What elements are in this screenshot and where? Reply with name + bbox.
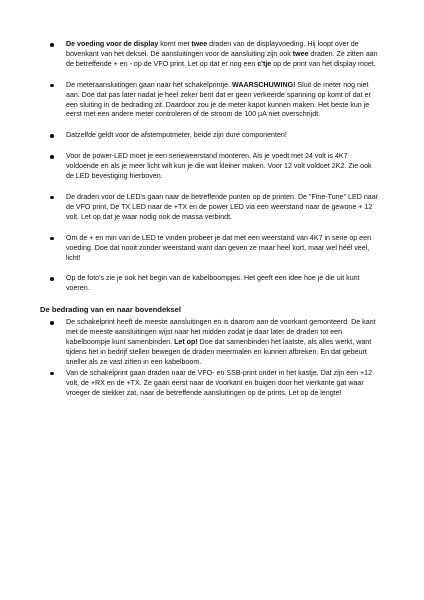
paragraph-text: komt met: [158, 40, 192, 48]
bold-text: Let op!: [174, 338, 198, 347]
bullet-icon: [50, 84, 54, 88]
paragraph-text: Van de schakelprint gaan draden naar de VFO- en SSB-print onder in het kastje. Dat zijn een +12 volt, de +RX en de +TX. Ze gaan eerst naar de voorkant en buigen door het vierkante gat waar vroeger de stekker zat, naar de betreffende aansluitingen op de prints. Let op de lengte!: [66, 368, 373, 397]
list-item: [44, 369, 380, 399]
bold-text: twee: [292, 49, 309, 58]
bullet-icon: [50, 372, 54, 376]
list-item: [44, 234, 380, 264]
list-item: [44, 152, 380, 182]
bullet-icon: [50, 196, 54, 200]
paragraph-text: Datzelfde geldt voor de afstemputmeter, beide zijn dure componenten!: [66, 131, 287, 140]
bullet-icon: [50, 43, 54, 47]
list-item: [44, 81, 380, 121]
paragraph-text: De schakelprint heeft de meeste aansluitingen en is daarom aan de voorkant gemonteerd. De kant met de meeste aansluitingen wijst naar het midden zodat je daar later de draden tot een kabelboompje kunt samenbinden.: [66, 318, 376, 347]
paragraph-text: Sluit de meter nog niet aan. Doe dat pas later nadat je heel zeker bent dat er geen verkeerde spanning op komt of dat er een sluiting in de bedrading zit. Daardoor zou je de meter kapot kunnen maken. Het beste kun je eerst met een andere meter controleren of de stroom de 100 µA niet overschrijdt.: [66, 80, 371, 119]
paragraph-text: op de print van het display moet.: [271, 59, 376, 68]
paragraph-text: Voor de power-LED moet je een serieweerstand monteren. Als je voedt met 24 volt is 4K7 voldoende en als je meer licht wilt kun je die wat kleiner maken. Voor 12 volt voldoet 2K2. Zie ook de LED bevestiging hierboven.: [66, 152, 372, 181]
bullet-icon: [50, 155, 54, 159]
bold-text: c'tje: [257, 59, 272, 68]
list-item: [44, 193, 380, 223]
bullet-icon: [50, 134, 54, 138]
paragraph-text: De draden voor de LED's gaan naar de betreffende punten op de printen. De "Fine-Tune" LED naar de VFO print, De TX LED naar de +TX en de power LED via een weerstand naar de gewone + 12 volt. Let op dat je waar nodig ook de massa verbindt.: [66, 192, 379, 221]
list-item: [44, 318, 380, 368]
list-item: [44, 40, 380, 70]
paragraph-text: draden van de displayvoeding. Hij loopt over de bovenkant van het deksel. De aansluitingen voor de aansluiting zijn ook: [66, 40, 359, 58]
list-item: [44, 274, 380, 294]
bold-text: De voeding voor de display: [66, 40, 159, 48]
paragraph-text: Om de + en min van de LED te vinden probeer je dat met een weerstand van 4K7 in serie op een voeding. Doe dat nooit zonder weerstand want dan geven ze maar heel kort, maar wel héél veel, licht!: [66, 233, 372, 262]
list-item: [44, 131, 380, 141]
paragraph-text: draden. Ze zitten aan de betreffende + en - op de VFO print. Let op dat er nog een: [66, 49, 378, 68]
section-heading: De bedrading van en naar bovendeksel: [40, 305, 181, 315]
warning-text: WAARSCHUWING!: [232, 80, 296, 89]
paragraph-text: Op de foto's zie je ook het begin van de kabelboompjes. Het geeft een idee hoe je die uit kunt voeren.: [66, 274, 360, 293]
bullet-icon: [50, 277, 54, 281]
paragraph-text: Doe dat samenbinden het laatste, als alles werkt, want tijdens het in bedrijf stellen bewegen de draden meermalen en kunnen afbreken. En dat gebeurt sneller als ze vast zitten in een kabelboom.: [66, 338, 372, 366]
bold-text: twee: [191, 40, 208, 48]
bullet-icon: [50, 237, 54, 241]
bullet-icon: [50, 321, 54, 325]
paragraph-text: De meteraansluitingen gaan naar het schakelprintje.: [66, 80, 233, 89]
